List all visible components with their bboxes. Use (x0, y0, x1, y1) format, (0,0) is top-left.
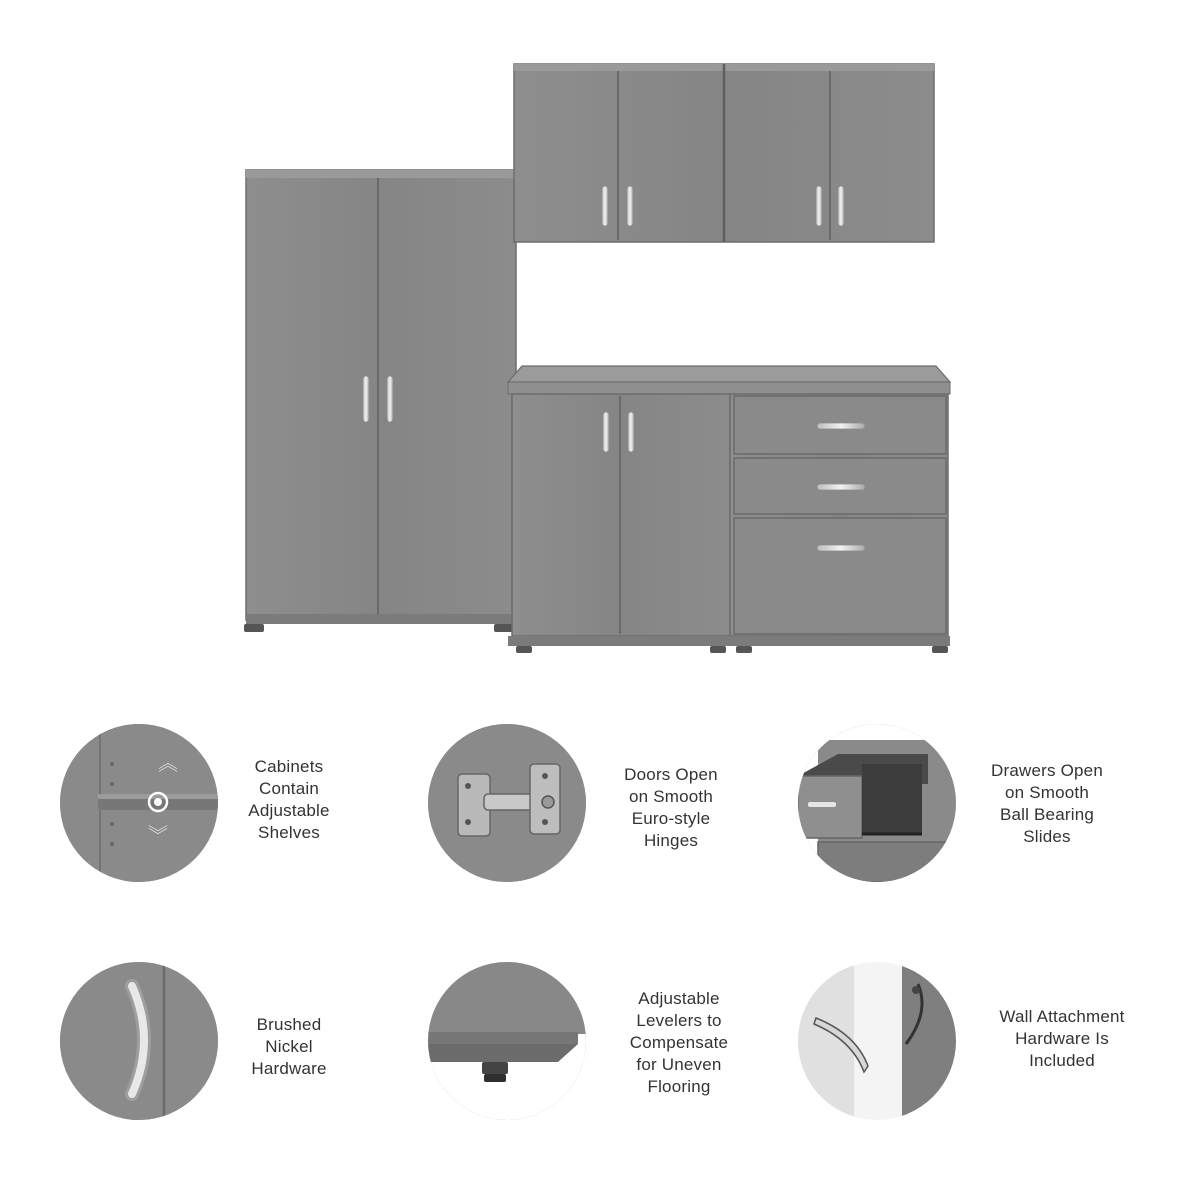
feature-label (604, 988, 754, 1098)
feature-label-line: Brushed (256, 1015, 322, 1034)
feature-label-line: Euro-style (631, 809, 711, 828)
feature-label-line: Levelers to (636, 1011, 722, 1030)
feature-label-line: for Uneven (636, 1055, 722, 1074)
feature-label-line: Hardware Is (1015, 1029, 1109, 1048)
feature-label-line: Doors Open (624, 765, 718, 784)
feature-label-line: Adjustable (248, 801, 330, 820)
feature-label-line: Wall Attachment (999, 1007, 1125, 1026)
euro-hinge-icon (428, 724, 586, 882)
drawer-slides-icon (798, 724, 956, 882)
feature-label-line: on Smooth (1004, 783, 1090, 802)
feature-label-line: Ball Bearing (999, 805, 1095, 824)
feature-label (228, 1014, 350, 1080)
feature-label-line: on Smooth (628, 787, 714, 806)
feature-label (598, 764, 744, 852)
svg-text:︾: ︾ (148, 823, 168, 847)
tall-cabinet (244, 170, 516, 632)
feature-label-line: Nickel (265, 1037, 313, 1056)
feature-label-line: Hinges (643, 831, 699, 850)
feature-label-line: Included (1029, 1051, 1095, 1070)
wall-attachment-icon (798, 962, 956, 1120)
feature-label-line: Flooring (647, 1077, 711, 1096)
feature-label-line: Adjustable (638, 989, 720, 1008)
feature-label-line: Compensate (629, 1033, 729, 1052)
svg-text:︽: ︽ (158, 751, 178, 775)
feature-label (970, 760, 1124, 848)
adjustable-shelves-icon (60, 724, 218, 882)
feature-label (218, 756, 360, 844)
feature-label-line: Hardware (251, 1059, 327, 1078)
wall-cabinets (514, 64, 934, 242)
brushed-nickel-handle-icon (60, 962, 218, 1120)
feature-label-line: Contain (259, 779, 319, 798)
feature-label-line: Shelves (258, 823, 320, 842)
base-cabinet (508, 366, 950, 653)
leveler-foot-icon (428, 962, 586, 1120)
feature-label (980, 1006, 1144, 1072)
feature-label-line: Cabinets (254, 757, 324, 776)
feature-label-line: Slides (1023, 827, 1071, 846)
feature-label-line: Drawers Open (991, 761, 1103, 780)
